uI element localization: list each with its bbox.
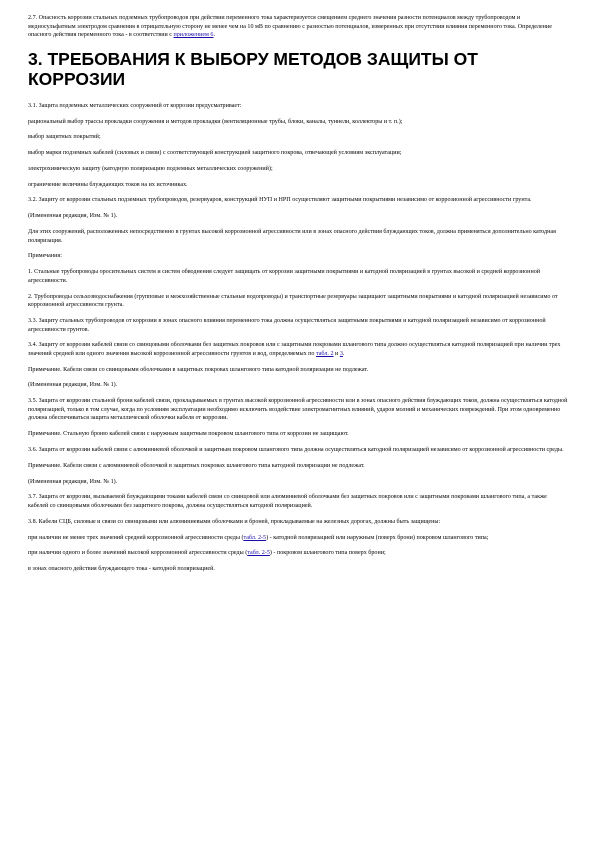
paragraph-text: 3.4. Защиту от коррозии кабелей связи со свинцовыми оболочками без защитных покровов или с защитными покровами шлангового типа должно осуществляться катодной поляризацией при наличии трех значений средней или одного значения высокой коррозионной агрессивности грунтов и вод, определяемых по (28, 342, 561, 357)
paragraph: Для этих сооружений, расположенных непосредственно в грунтах высокой коррозионной агрессивности или в зонах опасного действия блуждающих токов, должна применяться дополнительно катодная поляризация. (28, 229, 556, 244)
paragraph: ограничение величины блуждающих токов на их источниках. (28, 181, 188, 188)
note: Примечание. Стальную броню кабелей связи с наружным защитным покровом шлангового типа от коррозии не защищают. (28, 431, 349, 438)
section-body-b (28, 366, 568, 527)
paragraph-3-8-b (28, 549, 568, 558)
paragraph: 3.1. Защита подземных металлических сооружений от коррозии предусматривает: (28, 102, 242, 109)
revision-note: (Измененная редакция, Изм. № 1). (28, 478, 118, 485)
paragraph-text: ) - катодной поляризацией или наружным (поверх брони) покровом шлангового типа; (266, 534, 489, 541)
note: Примечание. Кабели связи со свинцовыми оболочками в защитных покровах шлангового типа катодной поляризации не подлежат. (28, 366, 369, 373)
section-heading: 3. ТРЕБОВАНИЯ К ВЫБОРУ МЕТОДОВ ЗАЩИТЫ ОТ КОРРОЗИИ (28, 48, 478, 89)
paragraph-end: . (213, 32, 216, 39)
paragraph: выбор марки подземных кабелей (силовых и связи) с соответствующей конструкцией защитного покрова, отвечающей условиям эксплуатации; (28, 150, 402, 157)
paragraph-text: при наличии одного и более значений высокой коррозионной агрессивности среды ( (28, 550, 248, 557)
paragraph: выбор защитных покрытий; (28, 134, 101, 141)
paragraph: электрохимическую защиту (катодную поляризацию подземных металлических сооружений); (28, 165, 273, 172)
paragraph-text: ) - покровом шлангового типа поверх брони; (269, 550, 386, 557)
revision-note: (Измененная редакция, Изм. № 1). (28, 213, 118, 220)
table-2-5-link[interactable]: табл. 2-5 (243, 534, 267, 541)
paragraph-text: 2.7. Опасность коррозии стальных подземных трубопроводов при действии переменного тока характеризуется смещением среднего значения разности потенциалов между трубопроводом и медносульфатным электродом сравнения в отрицательную сторону не менее чем на 10 мВ по сравнению с разностью потенциалов, измеренных при отсутствии влияния переменного тока. Определение опасного действия переменного тока - в соответствии с (28, 15, 552, 39)
table-2-link[interactable]: табл. 2 (315, 350, 334, 357)
document-page (28, 14, 568, 581)
note-1: 1. Стальные трубопроводы оросительных систем и систем обводнения следует защищать от коррозии защитными покрытиями и катодной поляризацией в грунтах высокой и средней коррозионной агрессивности. (28, 269, 541, 284)
note: Примечание. Кабели связи с алюминиевой оболочкой в защитных покровах шлангового типа катодной поляризации не подлежат. (28, 462, 365, 469)
note-2: 2. Трубопроводы сельхозводоснабжения (групповые и межхозяйственные стальные водопроводы) и транспортные резервуары защищают защитными покрытиями и катодной поляризацией независимо от коррозионной агрессивности грунта. (28, 293, 558, 309)
paragraph: 3.5. Защита от коррозии стальной брони кабелей связи, прокладываемых в грунтах высокой коррозионной агрессивности или в зонах опасного действия блуждающих токов, должна осуществляться катодной поляризацией, только в том случае, когда по условиям эксплуатации необходимо исключить воздействие электромагнитных влияний, ударов молний и механических повреждений. При этом одновременно должна обеспечиваться защита металлической оболочки кабеля от коррозии. (28, 398, 568, 422)
paragraph-2-7 (28, 14, 568, 40)
revision-note: (Измененная редакция, Изм. № 1). (28, 382, 118, 389)
section-body-a (28, 102, 568, 334)
paragraph-text: при наличии не менее трех значений средней коррозионной агрессивности среды ( (28, 534, 244, 541)
paragraph: 3.6. Защита от коррозии кабелей связи с алюминиевой оболочкой и защитным покровом шлангового типа должна осуществляться катодной поляризацией независимо от коррозионной агрессивности среды. (28, 447, 564, 453)
paragraph-end: . (342, 350, 345, 357)
paragraph: 3.7. Защита от коррозии, вызываемой блуждающими токами кабелей связи со свинцовой или алюминиевой оболочками без защитных покровов или с защитными покровами шлангового типа, а также кабелей со свинцовыми оболочками без защитного покрова, должна осуществляться катодной поляризацией. (28, 494, 547, 509)
paragraph: 3.3. Защиту стальных трубопроводов от коррозии в зонах опасного влияния переменного тока должна осуществляться защитными покрытиями и катодной поляризацией независимо от коррозионной агрессивности грунтов. (28, 317, 546, 333)
notes-label: Примечания: (28, 253, 62, 260)
paragraph: 3.2. Защиту от коррозии стальных подземных трубопроводов, резервуаров, конструкций НУП и НРП осуществляют защитными покрытиями независимо от коррозионной агрессивности грунта. (28, 197, 532, 204)
paragraph-text: и (333, 350, 340, 357)
appendix-6-link[interactable]: приложением 6 (173, 32, 214, 39)
paragraph-3-8-a (28, 534, 568, 543)
paragraph: в зонах опасного действия блуждающего тока - катодной поляризацией. (28, 566, 215, 573)
table-2-5-link[interactable]: табл. 2-5 (247, 550, 270, 557)
table-3-link[interactable]: 3 (339, 350, 343, 357)
paragraph-3-4 (28, 341, 568, 358)
paragraph: 3.8. Кабели СЦБ, силовые и связи со свинцовыми или алюминиевыми оболочками и броней, прокладываемые на железных дорогах, должны быть защищены: (28, 518, 441, 525)
paragraph: рациональный выбор трассы прокладки сооружения и методов прокладки (вентиляционные трубы, блоки, каналы, туннели, коллекторы и т. п.); (28, 118, 403, 125)
